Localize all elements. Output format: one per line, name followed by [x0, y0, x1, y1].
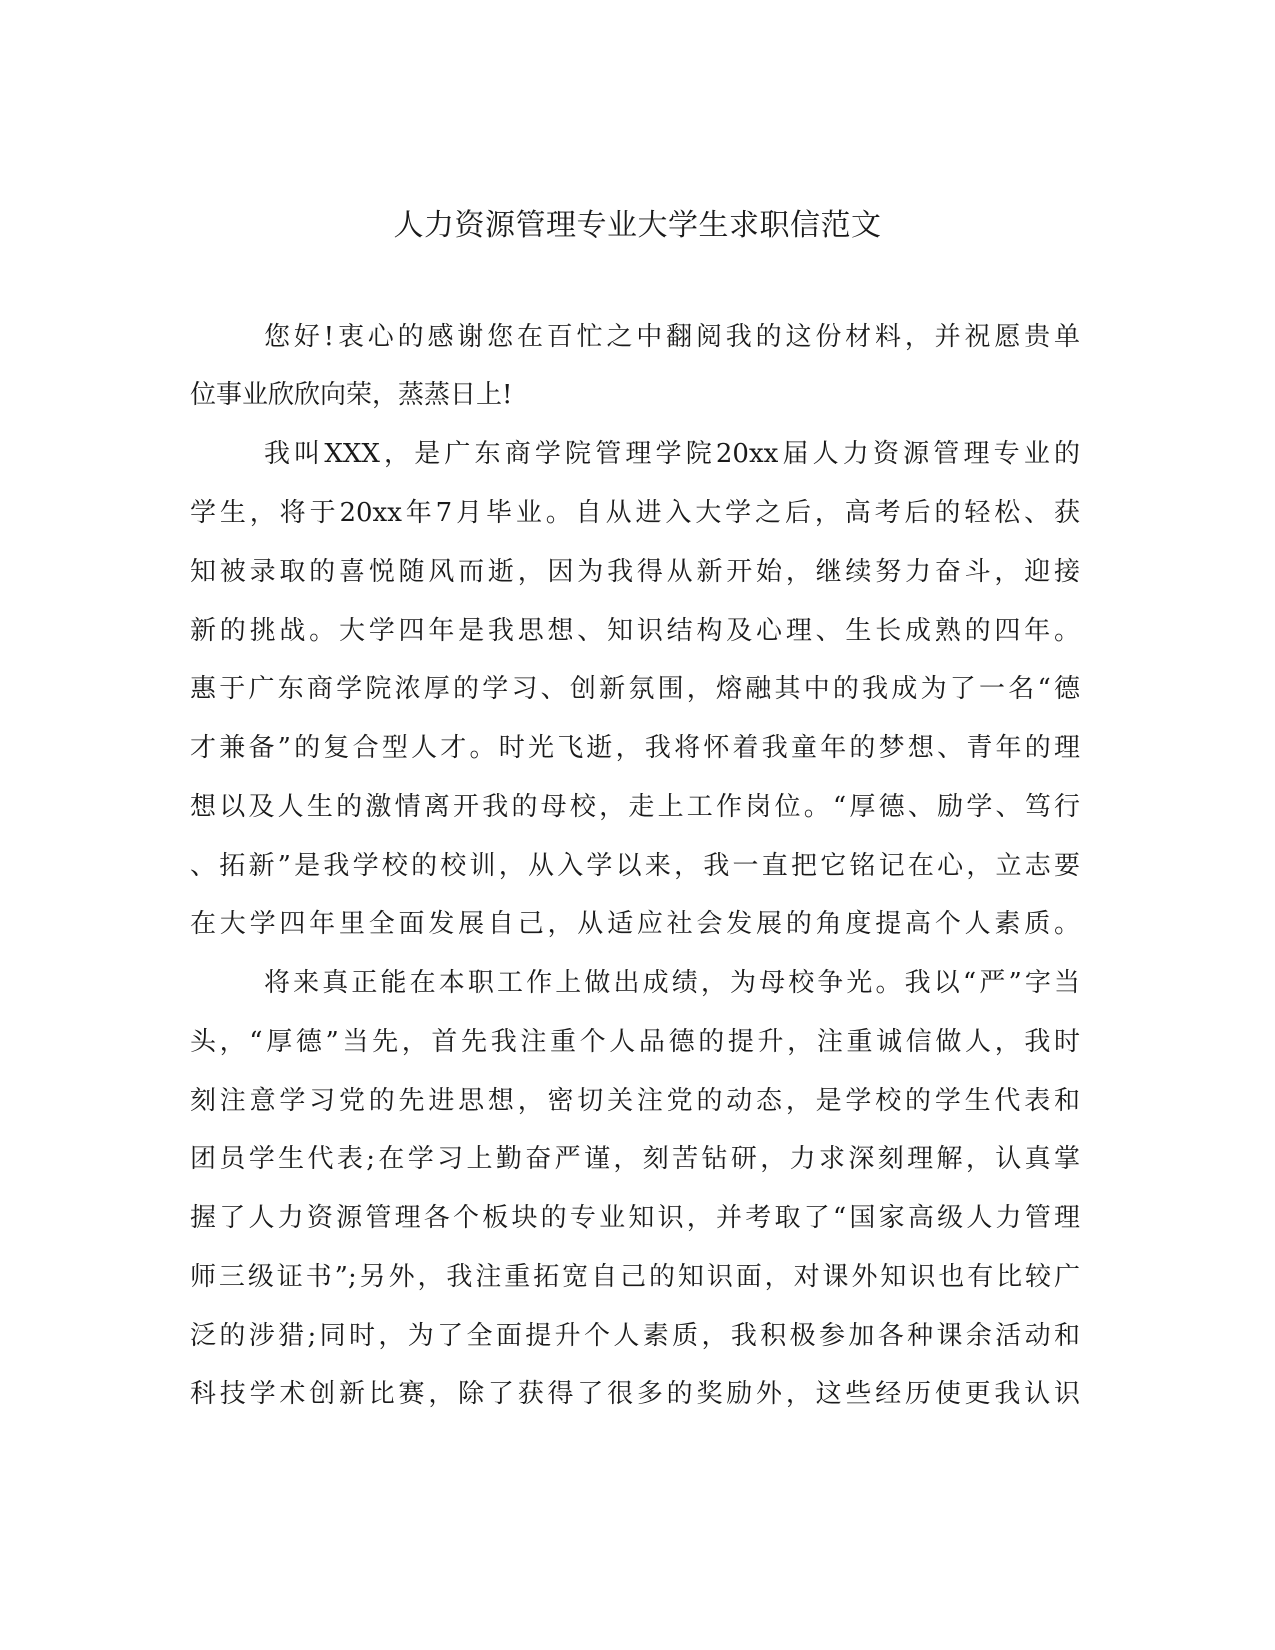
- body-line: 、拓新”是我学校的校训，从入学以来，我一直把它铭记在心，立志要: [190, 851, 1080, 881]
- body-line: 团员学生代表;在学习上勤奋严谨，刻苦钻研，力求深刻理解，认真掌: [190, 1144, 1080, 1174]
- body-line: 师三级证书”;另外，我注重拓宽自己的知识面，对课外知识也有比较广: [190, 1262, 1080, 1292]
- document-title: 人力资源管理专业大学生求职信范文: [393, 208, 882, 243]
- body-line: 新的挑战。大学四年是我思想、知识结构及心理、生长成熟的四年。: [190, 616, 1080, 646]
- body-line: 我叫XXX，是广东商学院管理学院20xx届人力资源管理专业的: [264, 439, 1080, 469]
- body-line: 才兼备”的复合型人才。时光飞逝，我将怀着我童年的梦想、青年的理: [190, 733, 1080, 763]
- body-line: 惠于广东商学院浓厚的学习、创新氛围，熔融其中的我成为了一名“德: [190, 674, 1080, 704]
- body-line: 头，“厚德”当先，首先我注重个人品德的提升，注重诚信做人，我时: [190, 1027, 1080, 1057]
- body-line: 您好!衷心的感谢您在百忙之中翻阅我的这份材料，并祝愿贵单: [264, 322, 1080, 352]
- body-line: 将来真正能在本职工作上做出成绩，为母校争光。我以“严”字当: [264, 968, 1080, 998]
- body-line: 想以及人生的激情离开我的母校，走上工作岗位。“厚德、励学、笃行: [190, 792, 1080, 822]
- body-line: 泛的涉猎;同时，为了全面提升个人素质，我积极参加各种课余活动和: [190, 1321, 1080, 1351]
- body-line: 知被录取的喜悦随风而逝，因为我得从新开始，继续努力奋斗，迎接: [190, 557, 1080, 587]
- body-line: 位事业欣欣向荣，蒸蒸日上!: [190, 380, 513, 410]
- body-line: 刻注意学习党的先进思想，密切关注党的动态，是学校的学生代表和: [190, 1086, 1080, 1116]
- body-line: 握了人力资源管理各个板块的专业知识，并考取了“国家高级人力管理: [190, 1203, 1080, 1233]
- body-line: 在大学四年里全面发展自己，从适应社会发展的角度提高个人素质。: [190, 909, 1080, 939]
- body-line: 学生，将于20xx年7月毕业。自从进入大学之后，高考后的轻松、获: [190, 498, 1080, 528]
- body-line: 科技学术创新比赛，除了获得了很多的奖励外，这些经历使更我认识: [190, 1379, 1080, 1409]
